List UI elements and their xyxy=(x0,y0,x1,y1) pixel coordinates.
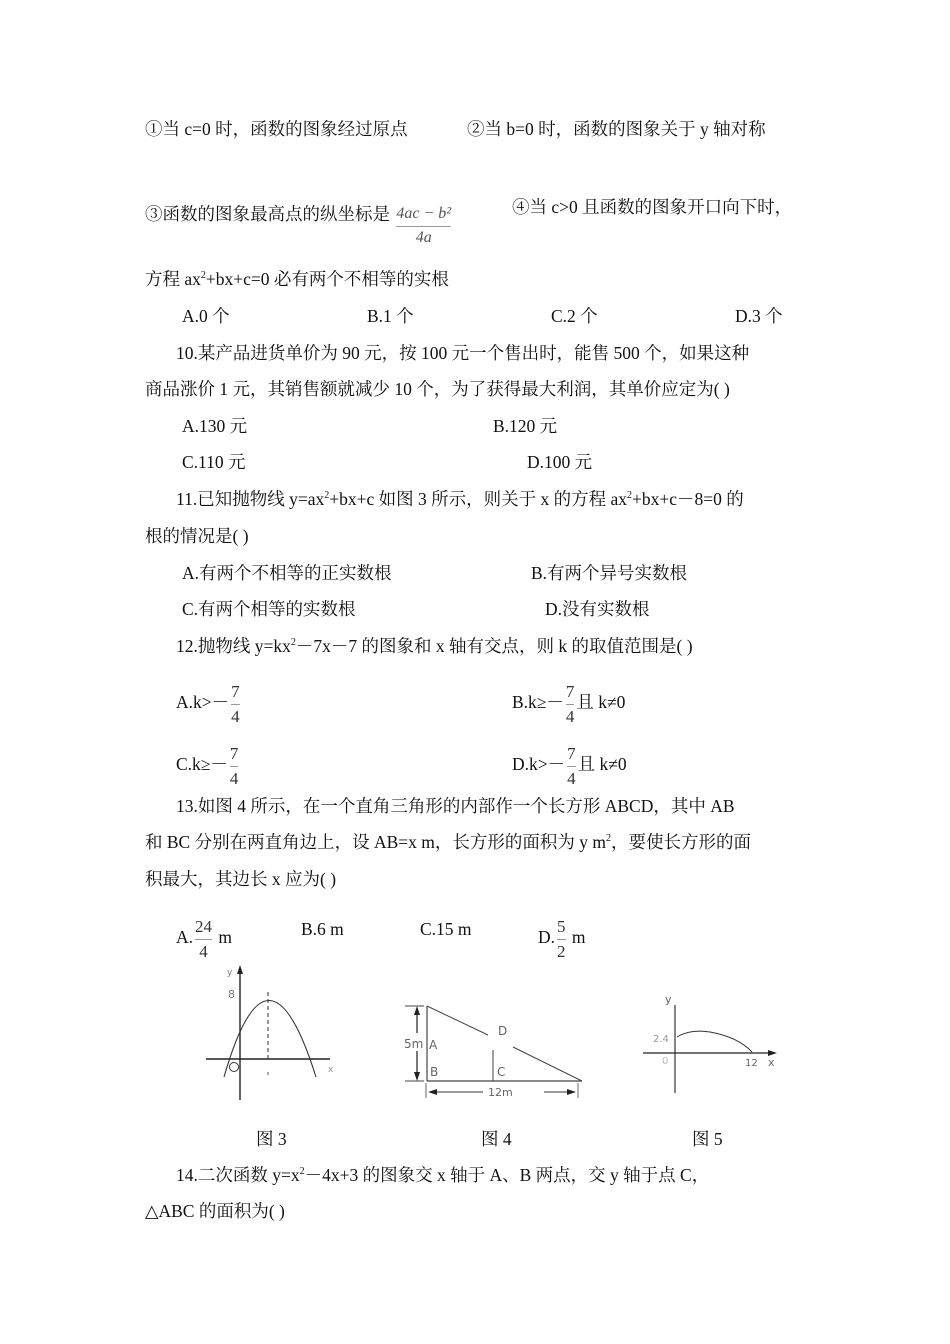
figure-3-parabola xyxy=(200,960,350,1100)
arrow-left-icon xyxy=(428,1089,437,1095)
fraction-numerator: 5 xyxy=(557,917,566,936)
q10-option-c[interactable]: C.110 元 xyxy=(182,452,246,472)
superscript: 2 xyxy=(299,1166,305,1177)
text: A.k>－ xyxy=(176,692,230,713)
fraction-numerator: 7 xyxy=(231,682,240,701)
fraction-numerator: 7 xyxy=(565,682,575,701)
statement-1: ①当 c=0 时，函数的图象经过原点 xyxy=(145,119,408,139)
figure-4-caption: 图 4 xyxy=(481,1129,512,1149)
figure-4-triangle xyxy=(400,995,590,1100)
q11-option-c[interactable]: C.有两个相等的实数根 xyxy=(182,599,356,619)
q9-option-c[interactable]: C.2 个 xyxy=(551,306,598,326)
q12-option-b[interactable] xyxy=(512,683,625,725)
q12-option-d[interactable] xyxy=(512,745,627,787)
text: +bx+c=0 必有两个不相等的实根 xyxy=(205,269,449,289)
statement-3-text: ③函数的图象最高点的纵坐标是 xyxy=(145,204,390,225)
height-label: 5m xyxy=(404,1037,424,1051)
fraction-numerator: 24 xyxy=(195,917,213,936)
figure-3-caption: 图 3 xyxy=(256,1129,287,1149)
y-axis-arrow-icon xyxy=(237,965,243,974)
statement-4: ④当 c>0 且函数的图象开口向下时， xyxy=(512,197,793,217)
q13-line-2 xyxy=(145,831,751,853)
origin-label: 0 xyxy=(662,1056,669,1067)
superscript: 2 xyxy=(200,270,206,281)
max-label: 8 xyxy=(228,988,235,1001)
fraction-bar xyxy=(230,766,239,767)
superscript: 2 xyxy=(627,490,633,501)
arrow-right-icon xyxy=(567,1089,576,1095)
point-b-label: B xyxy=(430,1065,439,1079)
q11-option-a[interactable]: A.有两个不相等的正实数根 xyxy=(182,563,392,583)
fraction xyxy=(195,918,212,960)
superscript: 2 xyxy=(324,490,330,501)
text: －4x+3 的图象交 x 轴于 A、B 两点，交 y 轴于点 C， xyxy=(304,1165,710,1185)
fraction-denominator: 4a xyxy=(415,229,432,246)
text: +bx+c 如图 3 所示，则关于 x 的方程 ax xyxy=(329,489,628,509)
figure-5-caption: 图 5 xyxy=(692,1129,723,1149)
q13-option-b[interactable]: B.6 m xyxy=(301,919,344,939)
q14-line-2: △ABC 的面积为( ) xyxy=(145,1201,285,1221)
statement-2: ②当 b=0 时，函数的图象关于 y 轴对称 xyxy=(467,119,766,139)
statement-4-continued xyxy=(145,268,449,290)
q14-line-1 xyxy=(176,1164,709,1186)
text: 和 BC 分别在两直角边上，设 AB=x m，长方形的面积为 y m xyxy=(145,832,606,852)
q11-line-2: 根的情况是( ) xyxy=(145,526,249,546)
q13-line-1: 13.如图 4 所示，在一个直角三角形的内部作一个长方形 ABCD，其中 AB xyxy=(176,796,735,816)
fraction-denominator: 4 xyxy=(199,942,208,961)
text: D. xyxy=(538,927,556,948)
point-d-label: D xyxy=(498,1024,508,1038)
arch-curve xyxy=(677,1031,752,1052)
q12-option-c[interactable] xyxy=(176,745,240,787)
origin-label xyxy=(230,1063,239,1072)
statement-3 xyxy=(145,196,453,246)
y-label: y xyxy=(665,993,672,1006)
fraction xyxy=(566,683,575,725)
fraction xyxy=(231,683,240,725)
text: 且 k≠0 xyxy=(577,754,627,775)
fraction-numerator: 7 xyxy=(229,744,239,763)
fraction-denominator: 4 xyxy=(565,707,575,726)
q10-line-1: 10.某产品进货单价为 90 元，按 100 元一个售出时，能售 500 个，如果这种 xyxy=(176,343,750,363)
q10-option-a[interactable]: A.130 元 xyxy=(182,416,248,436)
text: A. xyxy=(176,927,194,948)
fraction xyxy=(567,745,576,787)
superscript: 2 xyxy=(290,637,296,648)
q13-line-3: 积最大，其边长 x 应为( ) xyxy=(145,869,337,889)
text: C.k≥－ xyxy=(176,754,228,775)
text: 11.已知抛物线 y=ax xyxy=(176,489,325,509)
x-label: x xyxy=(328,1065,334,1075)
hypotenuse-upper xyxy=(427,1006,488,1035)
q9-option-b[interactable]: B.1 个 xyxy=(367,306,414,326)
fraction-denominator: 4 xyxy=(231,707,240,726)
fraction-bar xyxy=(567,766,576,767)
text: m xyxy=(218,927,233,948)
fraction xyxy=(230,745,239,787)
q12-line-1 xyxy=(176,635,693,657)
fraction-numerator: 4ac − b² xyxy=(396,205,452,222)
text: +bx+c－8=0 的 xyxy=(632,489,744,509)
y-label: y xyxy=(227,968,233,978)
arrow-up-icon xyxy=(414,1006,420,1015)
text: m xyxy=(571,927,586,948)
text: B.k≥－ xyxy=(512,692,564,713)
fraction-max-value xyxy=(396,206,451,246)
fraction-bar xyxy=(231,704,240,705)
fraction-numerator: 7 xyxy=(567,744,576,763)
point-c-label: C xyxy=(497,1065,506,1079)
point-a-label: A xyxy=(429,1038,438,1052)
fraction-bar xyxy=(195,939,212,940)
text: ，要使长方形的面 xyxy=(611,832,751,852)
q13-option-d[interactable] xyxy=(538,918,586,960)
fraction-bar xyxy=(566,704,575,705)
text: 且 k≠0 xyxy=(576,692,626,713)
fraction-bar xyxy=(557,939,566,940)
q10-line-2: 商品涨价 1 元，其销售额就减少 10 个，为了获得最大利润，其单价应定为( ) xyxy=(145,379,730,399)
fraction xyxy=(557,918,566,960)
q9-option-d[interactable]: D.3 个 xyxy=(735,306,783,326)
superscript: 2 xyxy=(606,833,611,844)
q13-option-c[interactable]: C.15 m xyxy=(420,919,472,939)
y-intercept-label: 2.4 xyxy=(653,1034,669,1045)
q11-option-d[interactable]: D.没有实数根 xyxy=(545,599,650,619)
fraction-denominator: 2 xyxy=(557,942,566,961)
q12-option-a[interactable] xyxy=(176,683,242,725)
text: 12.抛物线 y=kx xyxy=(176,636,291,656)
x-intercept-label: 12 xyxy=(745,1058,758,1069)
fraction-denominator: 4 xyxy=(229,769,239,788)
q9-option-a[interactable]: A.0 个 xyxy=(182,306,230,326)
fraction-bar xyxy=(396,226,451,227)
text: 14.二次函数 y=x xyxy=(176,1165,300,1185)
q11-option-b[interactable]: B.有两个异号实数根 xyxy=(531,563,688,583)
figure-5-curve xyxy=(630,985,790,1095)
base-label: 12m xyxy=(488,1086,513,1099)
arrow-down-icon xyxy=(414,1072,420,1081)
hypotenuse-lower xyxy=(513,1047,582,1081)
q10-option-d[interactable]: D.100 元 xyxy=(527,452,593,472)
text: D.k>－ xyxy=(512,754,566,775)
q10-option-b[interactable]: B.120 元 xyxy=(493,416,558,436)
x-label: x xyxy=(768,1056,775,1069)
q13-option-a[interactable] xyxy=(176,918,232,960)
q11-line-1 xyxy=(176,488,744,510)
text: 方程 ax xyxy=(145,269,201,289)
text: －7x－7 的图象和 x 轴有交点，则 k 的取值范围是( ) xyxy=(295,636,693,656)
fraction-denominator: 4 xyxy=(567,769,576,788)
